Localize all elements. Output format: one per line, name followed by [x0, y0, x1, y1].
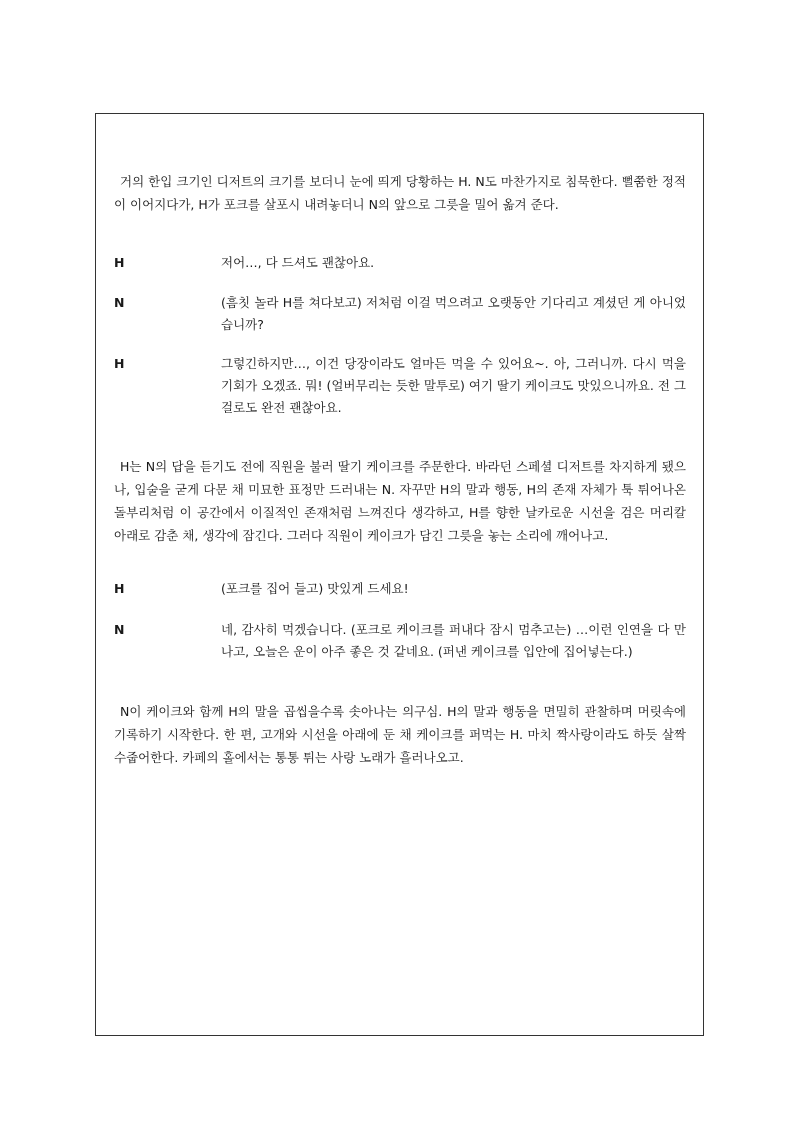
narration-paragraph-2: H는 N의 답을 듣기도 전에 직원을 불러 딸기 케이크를 주문한다. 바라던 스페셜 디저트를 차지하게 됐으나, 입술을 굳게 다문 채 미묘한 표정만 드러내는 N. 자꾸만 H의 말과 행동, H의 존재 자체가 툭 튀어나온 돌부리처럼 이 공간에서 이질적인 존재처럼 느껴진다 생각하고, H를 향한 날카로운 시선을 검은 머리칼 아래로 감춘 채, 생각에 잠긴다. 그러다 직원이 케이크가 담긴 그릇을 놓는 소리에 깨어나고. — [114, 459, 686, 543]
dialogue-text: 네, 감사히 먹겠습니다. (포크로 케이크를 퍼내다 잠시 멈추고는) …이런 인연을 다 만나고, 오늘은 운이 아주 좋은 것 같네요. (퍼낸 케이크를 입안에 집어넣는다.) — [221, 622, 686, 659]
dialogue-text: (포크를 집어 들고) 맛있게 드세요! — [221, 581, 409, 596]
speaker-label: H — [114, 255, 125, 270]
dialogue-text: 그렇긴하지만…, 이건 당장이라도 얼마든 먹을 수 있어요~. 아, 그러니까. 다시 먹을 기회가 오겠죠. 뭐! (얼버무리는 듯한 말투로) 여기 딸기 케이크도 맛있으니까요. 전 그걸로도 완전 괜찮아요. — [221, 356, 686, 415]
narration-paragraph-1: 거의 한입 크기인 디저트의 크기를 보더니 눈에 띄게 당황하는 H. N도 마찬가지로 침묵한다. 뻘쭘한 정적이 이어지다가, H가 포크를 살포시 내려놓더니 N의 앞으로 그릇을 밀어 옮겨 준다. — [114, 174, 686, 212]
speaker-label: H — [114, 356, 125, 371]
dialogue-text: 저어…, 다 드셔도 괜찮아요. — [221, 255, 375, 270]
speaker-label: H — [114, 581, 125, 596]
narration-paragraph-3: N이 케이크와 함께 H의 말을 곱씹을수록 솟아나는 의구심. H의 말과 행동을 면밀히 관찰하며 머릿속에 기록하기 시작한다. 한 편, 고개와 시선을 아래에 둔 채 케이크를 퍼먹는 H. 마치 짝사랑이라도 하듯 살짝 수줍어한다. 카페의 홀에서는 통통 튀는 사랑 노래가 흘러나오고. — [114, 704, 686, 765]
speaker-label: N — [114, 622, 125, 637]
dialogue-text: (흠칫 놀라 H를 쳐다보고) 저처럼 이걸 먹으려고 오랫동안 기다리고 계셨던 게 아니었습니까? — [221, 295, 686, 332]
speaker-label: N — [114, 295, 125, 310]
